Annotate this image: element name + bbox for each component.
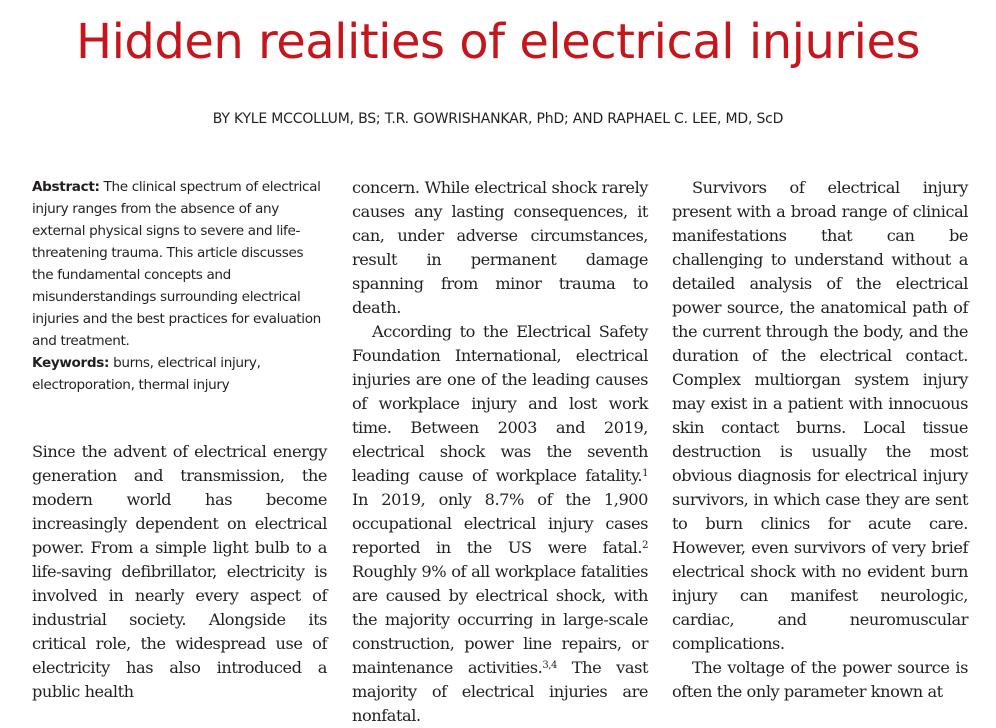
body-column-2 [352, 176, 648, 728]
body-column-3 [672, 176, 968, 704]
body-paragraph-2: According to the Electrical Safety Foundation International, electrical injuries are one of the leading causes of workplace injury and lost work time. Between 2003 and 2019, electrical shock was the seventh leading cause of workplace fatality.$^1$ In 2019, only 8.7% of the 1,900 occupational electrical injury cases reported in the US were fatal.$^2$ Roughly 9% of all workplace fatalities are caused by electrical shock, with the majority occurring in large-scale construction, power line repairs, or maintenance activities.$^{3,4}$ The vast majority of electrical injuries are nonfatal. [352, 322, 648, 725]
abstract-label: Abstract: [32, 179, 100, 195]
author-byline: BY KYLE MCCOLLUM, BS; T.R. GOWRISHANKAR, PhD; AND RAPHAEL C. LEE, MD, ScD [212, 111, 784, 127]
body-paragraph-1b: concern. While electrical shock rarely causes any lasting consequences, it can, under adverse circumstances, result in permanent damage spanning from minor trauma to death. [352, 178, 648, 317]
reference-2: 2 [642, 540, 648, 551]
reference-3-4: 3,4 [542, 660, 557, 671]
article-title: Hidden realities of electrical injuries [75, 14, 921, 70]
abstract [32, 176, 326, 352]
abstract-text: The clinical spectrum of electrical injury ranges from the absence of any external physical signs to severe and life-threatening trauma. This article discusses the fundamental concepts and misunderstandings surrounding electrical injuries and the best practices for evaluation and treatment. [32, 179, 321, 349]
body-paragraph-1a: Since the advent of electrical energy generation and transmission, the modern world has become increasingly dependent on electrical power. From a simple light bulb to a life-saving defibrillator, electricity is involved in nearly every aspect of industrial society. Alongside its critical role, the widespread use of electricity has also introduced a public health [32, 442, 327, 701]
body-column-1 [32, 440, 327, 704]
keywords [32, 352, 326, 396]
reference-1: 1 [642, 468, 648, 479]
body-paragraph-4: The voltage of the power source is often the only parameter known at [672, 658, 968, 701]
body-paragraph-1-full [0, 0, 1, 1]
keywords-text: burns, electrical injury, electroporation, thermal injury [32, 355, 261, 393]
keywords-label: Keywords: [32, 355, 110, 371]
body-paragraph-3: Survivors of electrical injury present with a broad range of clinical manifestations that can be challenging to understand without a detailed analysis of the electrical power source, the anatomical path of the current through the body, and the duration of the electrical contact. Complex multiorgan system injury may exist in a patient with innocuous skin contact burns. Local tissue destruction is usually the most obvious diagnosis for electrical injury survivors, in which case they are sent to burn clinics for acute care. However, even survivors of very brief electrical shock with no evident burn injury can manifest neurologic, cardiac, and neuromuscular complications. [672, 178, 968, 653]
